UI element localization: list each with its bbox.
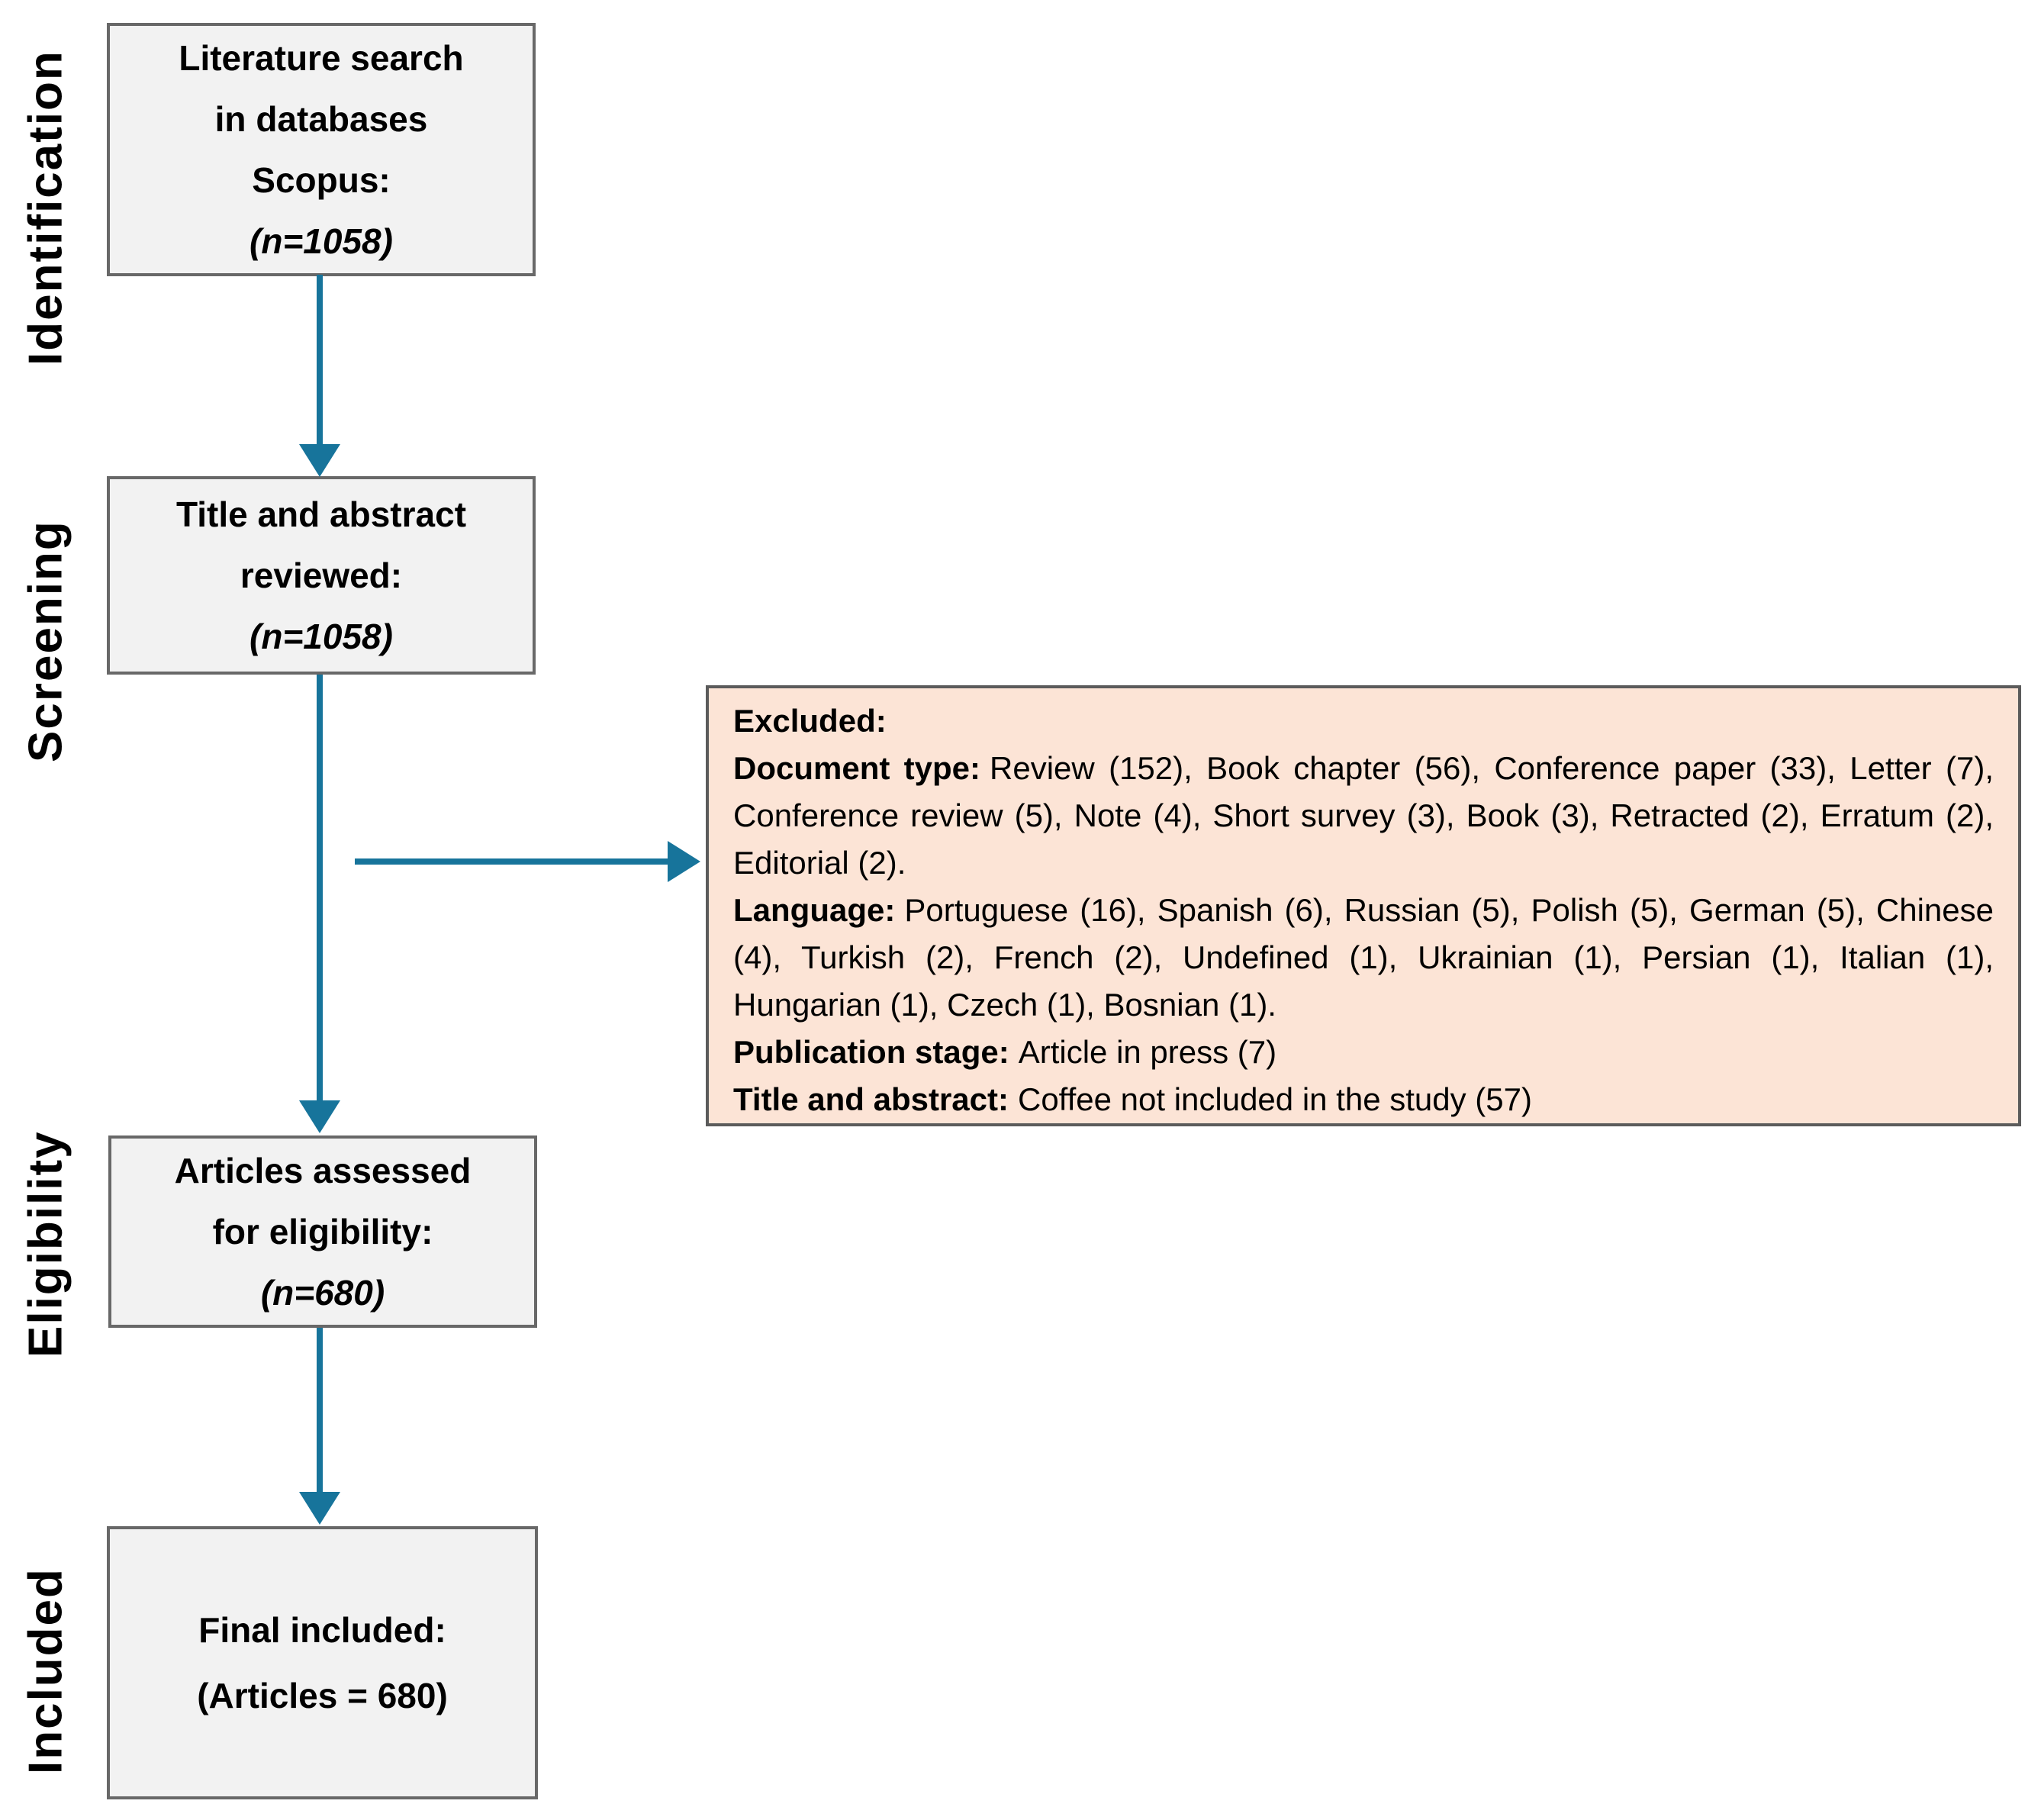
- flow-box-title-abstract-reviewed: [107, 476, 536, 675]
- excluded-item-language: [733, 887, 1994, 1029]
- flow-box-literature-search: [107, 23, 536, 276]
- stage-label-included: Included: [19, 1567, 72, 1775]
- box-text-line: (Articles = 680): [197, 1676, 448, 1715]
- arrow-screen-to-eligible-line: [317, 675, 323, 1102]
- flow-box-assessed-eligibility: [108, 1135, 537, 1328]
- excluded-item-label: Title and abstract:: [733, 1081, 1009, 1117]
- box-text-line: in databases: [214, 99, 428, 139]
- arrow-down-icon: [299, 444, 340, 477]
- box-count: (n=1058): [249, 617, 393, 656]
- excluded-box: [706, 685, 2021, 1126]
- excluded-item-text: Coffee not included in the study (57): [1017, 1081, 1532, 1117]
- excluded-item-text: Portuguese (16), Spanish (6), Russian (5), Polish (5), German (5), Chinese (4), Turkish (2), French (2), Undefined (1), Ukrainian (1), Persian (1), Italian (1), Hungarian (1), Czech (1), Bosnian (1).: [733, 892, 1994, 1023]
- excluded-item-text: Review (152), Book chapter (56), Conference paper (33), Letter (7), Conference review (5), Note (4), Short survey (3), Book (3), Retracted (2), Erratum (2), Editorial (2).: [733, 750, 1994, 881]
- box-count: (n=680): [260, 1273, 385, 1313]
- arrow-to-excluded-line: [355, 858, 669, 865]
- box-text-line: reviewed:: [240, 556, 403, 595]
- excluded-item-document-type: [733, 745, 1994, 887]
- stage-label-eligibility: Eligibility: [19, 1130, 72, 1358]
- arrow-search-to-screen-line: [317, 275, 323, 446]
- box-text-line: Scopus:: [252, 160, 391, 200]
- excluded-item-label: Language:: [733, 892, 896, 928]
- arrow-down-icon: [299, 1100, 340, 1133]
- excluded-title: Excluded:: [733, 703, 887, 739]
- box-text-line: Final included:: [198, 1610, 446, 1650]
- arrow-down-icon: [299, 1492, 340, 1525]
- excluded-item-label: Publication stage:: [733, 1034, 1009, 1070]
- box-text-line: Title and abstract: [175, 494, 467, 534]
- box-count: (n=1058): [249, 221, 393, 261]
- stage-label-identification: Identification: [19, 50, 72, 366]
- excluded-item-text: Article in press (7): [1018, 1034, 1277, 1070]
- stage-label-screening: Screening: [19, 520, 72, 762]
- arrow-eligible-to-included-line: [317, 1328, 323, 1494]
- excluded-item-publication-stage: [733, 1029, 1994, 1076]
- box-text-line: for eligibility:: [212, 1212, 433, 1251]
- flow-box-final-included: [107, 1526, 538, 1799]
- box-text-line: Literature search: [179, 38, 464, 78]
- excluded-item-title-abstract: [733, 1076, 1994, 1123]
- arrow-right-icon: [668, 841, 700, 882]
- box-text-line: Articles assessed: [174, 1151, 472, 1190]
- excluded-item-label: Document type:: [733, 750, 981, 786]
